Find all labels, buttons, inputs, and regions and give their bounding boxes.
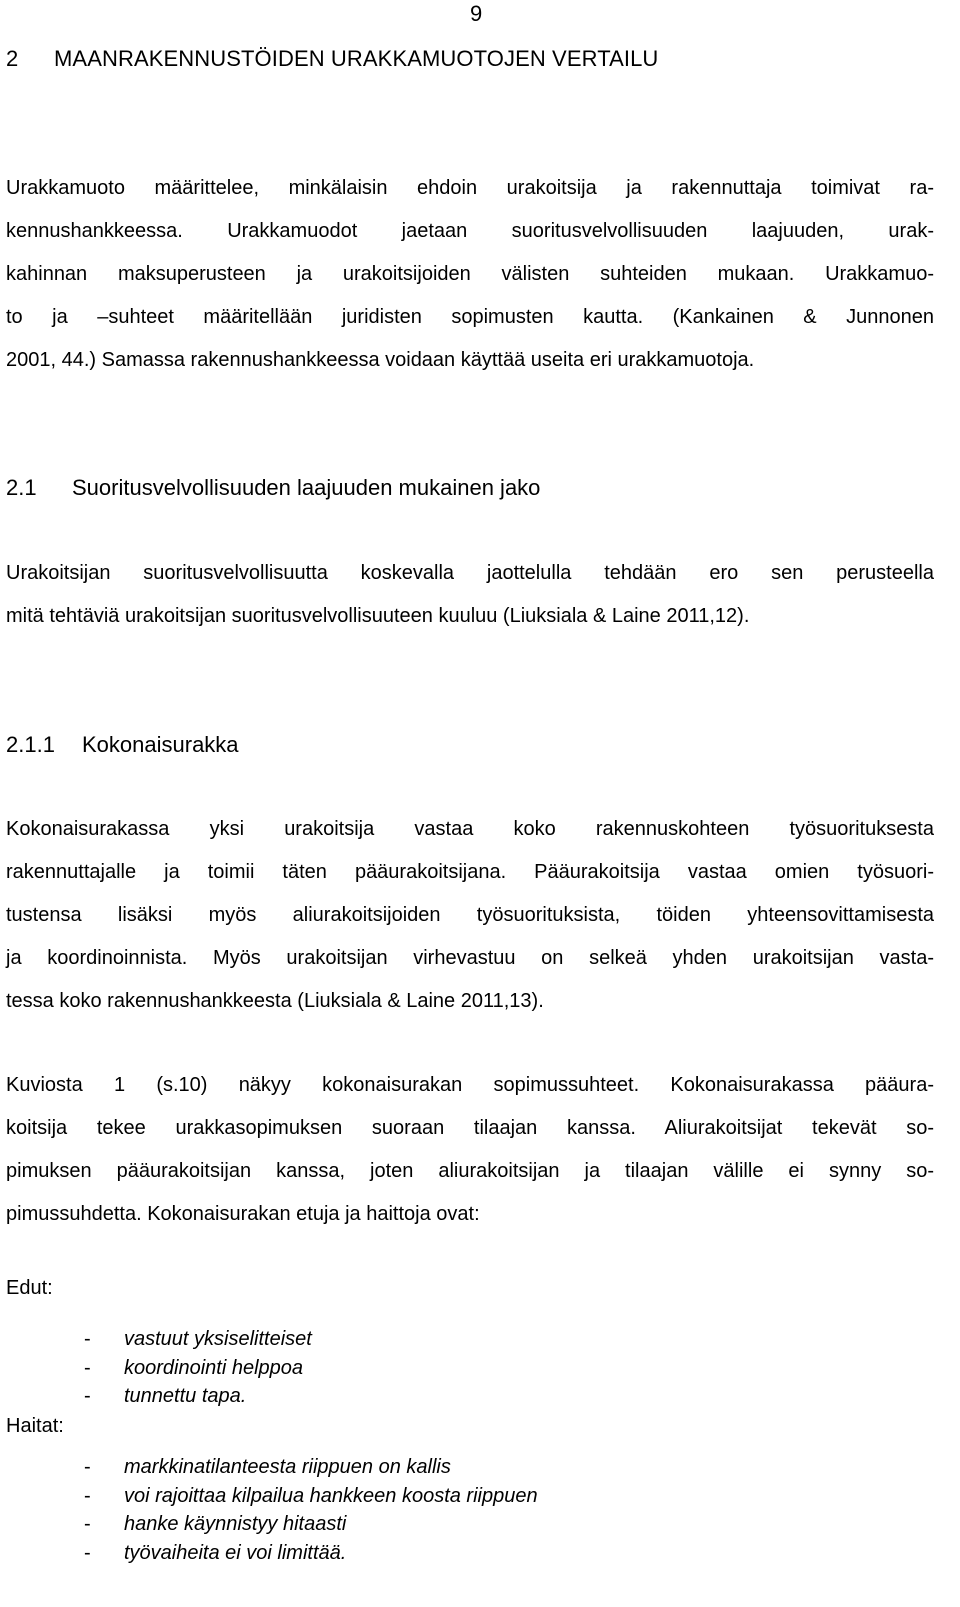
list-item (84, 1510, 538, 1539)
list-item-text: hanke käynnistyy hitaasti (124, 1513, 347, 1535)
subsection-title: Suoritusvelvollisuuden laajuuden mukainen jako (72, 475, 541, 500)
section-number: 2 (6, 46, 19, 71)
subsubsection-heading (6, 731, 239, 759)
edut-list (84, 1325, 312, 1411)
paragraph-line: Kuviosta 1 (s.10) näkyy kokonaisurakan sopimussuhteet. Kokonaisurakassa pääura- (6, 1074, 934, 1096)
paragraph-line: pimussuhdetta. Kokonaisurakan etuja ja haittoja ovat: (6, 1203, 480, 1225)
list-item-text: koordinointi helppoa (124, 1356, 304, 1379)
subsubsection-number: 2.1.1 (6, 732, 55, 757)
list-item (84, 1325, 312, 1354)
kokonaisurakka-paragraph (6, 808, 934, 1023)
list-item-text: markkinatilanteesta riippuen on kallis (124, 1456, 451, 1478)
list-dash: - (84, 1328, 91, 1350)
list-dash: - (84, 1484, 91, 1507)
edut-label: Edut: (6, 1277, 53, 1299)
subsection-heading (6, 474, 540, 502)
paragraph-line: kahinnan maksuperusteen ja urakoitsijoiden välisten suhteiden mukaan. Urakkamuo- (6, 263, 934, 285)
subsubsection-title: Kokonaisurakka (82, 732, 239, 757)
paragraph-line: 2001, 44.) Samassa rakennushankkeessa voidaan käyttää useita eri urakkamuotoja. (6, 349, 755, 371)
kuvio-paragraph (6, 1064, 934, 1236)
list-item-text: työvaiheita ei voi limittää. (124, 1541, 347, 1564)
haitat-label: Haitat: (6, 1415, 64, 1437)
list-dash: - (84, 1541, 91, 1564)
page-number: 9 (470, 1, 483, 26)
paragraph-line: tustensa lisäksi myös aliurakoitsijoiden työsuorituksista, töiden yhteensovittamisesta (6, 904, 934, 926)
list-dash: - (84, 1456, 91, 1478)
list-dash: - (84, 1513, 91, 1535)
list-item (84, 1539, 538, 1568)
list-item (84, 1453, 538, 1482)
paragraph-line: Kokonaisurakassa yksi urakoitsija vastaa koko rakennuskohteen työsuorituksesta (6, 818, 934, 840)
section-title: MAANRAKENNUSTÖIDEN URAKKAMUOTOJEN VERTAILU (54, 46, 659, 71)
haitat-list (84, 1453, 538, 1567)
list-item-text: voi rajoittaa kilpailua hankkeen koosta riippuen (124, 1484, 538, 1507)
subsection-paragraph (6, 552, 934, 638)
list-item (84, 1482, 538, 1511)
paragraph-line: kennushankkeessa. Urakkamuodot jaetaan suoritusvelvollisuuden laajuuden, urak- (6, 220, 934, 242)
list-item-text: vastuut yksiselitteiset (124, 1328, 312, 1350)
subsection-number: 2.1 (6, 475, 37, 500)
intro-paragraph (6, 167, 934, 382)
paragraph-line: Urakoitsijan suoritusvelvollisuutta koskevalla jaottelulla tehdään ero sen perusteella (6, 562, 934, 584)
section-heading (6, 45, 658, 73)
paragraph-line: koitsija tekee urakkasopimuksen suoraan tilaajan kanssa. Aliurakoitsijat tekevät so- (6, 1117, 934, 1139)
paragraph-line: to ja –suhteet määritellään juridisten sopimusten kautta. (Kankainen & Junnonen (6, 306, 934, 328)
list-dash: - (84, 1385, 91, 1407)
paragraph-line: mitä tehtäviä urakoitsijan suoritusvelvollisuuteen kuuluu (Liuksiala & Laine 2011,12). (6, 605, 750, 627)
paragraph-line: tessa koko rakennushankkeesta (Liuksiala & Laine 2011,13). (6, 990, 544, 1012)
list-dash: - (84, 1356, 91, 1379)
list-item (84, 1382, 312, 1411)
paragraph-line: Urakkamuoto määrittelee, minkälaisin ehdoin urakoitsija ja rakennuttaja toimivat ra- (6, 177, 934, 199)
paragraph-line: rakennuttajalle ja toimii täten pääurakoitsijana. Pääurakoitsija vastaa omien työsuori- (6, 861, 934, 883)
paragraph-line: ja koordinoinnista. Myös urakoitsijan virhevastuu on selkeä yhden urakoitsijan vasta- (6, 947, 934, 969)
paragraph-line: pimuksen pääurakoitsijan kanssa, joten aliurakoitsijan ja tilaajan välille ei synny so- (6, 1160, 934, 1182)
list-item (84, 1354, 312, 1383)
list-item-text: tunnettu tapa. (124, 1385, 247, 1407)
